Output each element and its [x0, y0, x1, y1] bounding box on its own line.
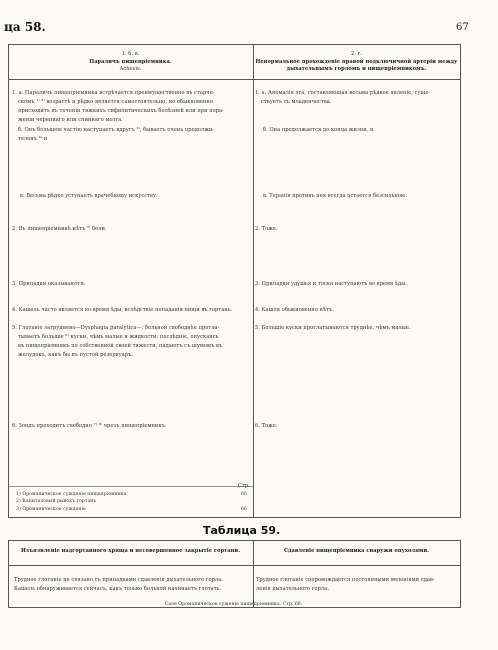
text-line: скомъ ¹⁾ ²⁾ возрастѣ и рѣдко является самостоятельно, но обыкновенно [18, 99, 213, 105]
table-58-footnote-divider [8, 486, 254, 487]
table-59-col1-line-1: Трудное глотаніе не связано съ припадками сдавленія дыхательного горла. [14, 577, 223, 583]
footnote-3: 3) Ороманическое сужденіе [16, 507, 86, 512]
footnote-1-page: 66 [241, 492, 247, 497]
table-59-title: Таблица 59. [203, 524, 281, 537]
right-block-5: 5. Большіе куски проглатываются труднѣе, чѣмъ малые. [255, 325, 411, 331]
table-59-footnote: Сале Ороманическое суженіе пищепріемника. Стр. 66. [164, 602, 303, 607]
text-line: желудокъ, какъ бы въ пустой резервуаръ. [18, 352, 133, 358]
footnote-marker: Стр. [238, 483, 250, 489]
right-block-2: 2. Тоже. [255, 226, 278, 232]
footnote-2: 2) Капиталовый рывокъ гортанъ [16, 499, 97, 504]
text-line: присходитъ въ теченіи тяжкихъ сифилитическихъ болѣзней или при пора- [18, 108, 224, 114]
text-line: ствуетъ съ младенчества. [261, 99, 332, 105]
table-59-col1-line-2: Кашель обнаруживается сейчасъ, какъ только больной начинаетъ глотать. [14, 586, 222, 592]
footnote-1: 1) Ороманическое сужденіе пищепріемника [16, 492, 127, 497]
text-line: теленъ ⁴⁾ и [18, 136, 48, 142]
right-block-6: 6. Тоже. [255, 423, 278, 429]
table-59-col2-header: Сдавленіе пищепріемника снаружи опухолями. [283, 548, 430, 554]
table-59-col1-header: Изъязвленіе надгортанного хряща и несовершенное закрытіе гортани. [20, 548, 241, 554]
left-block-4: 4. Кашель часто является во время ѣды, вслѣдствіе попаданія пищи въ гортань. [12, 307, 233, 313]
text-line: 1. а. Параличъ пищепріемника встрѣчается преимущественно въ старче- [12, 90, 215, 96]
right-block-1b: б. Она продолжается до конца жизни, и [263, 127, 374, 133]
col1-number: 1. б. в. [121, 51, 140, 57]
table-58-column-divider [253, 44, 254, 517]
left-block-6: 6. Зондъ проходитъ свободно ⁷⁾ ⁸⁾ чрезъ пищепріемникъ. [12, 423, 167, 429]
table-59-col2-line-2: ленія дыхательного горла. [256, 586, 330, 592]
text-line: тываетъ большіе ⁶⁾ куски, чѣмъ малые и жидкости; послѣдніе, опускаясь [18, 334, 219, 340]
right-block-3: 3. Припадки удушья и тоска наступаютъ во время ѣды. [255, 281, 407, 287]
col2-number: 2. г. [350, 51, 363, 57]
footnote-3-page: 66 [241, 507, 247, 512]
right-block-1c: в. Терапія противъ нея всегда остается безсильною. [263, 193, 408, 199]
col1-subtitle: Achesis. [119, 66, 142, 72]
left-block-2: 2. Въ пищепріемникѣ нѣтъ ⁵⁾ боли. [12, 226, 107, 232]
text-line: въ пищепріемникъ по собственной своей тяжести, падаютъ съ шумомъ въ [18, 343, 223, 349]
text-line: 1. а. Аномалія эта, составляющая весьма рѣдкое явленіе, суще- [255, 90, 431, 96]
left-block-1c: в. Весьма рѣдко уступаетъ врачебному искусству. [20, 193, 158, 199]
text-line: 5. Глотаніе затруднено—Dysphagia paralytica—; больной свободнѣе прогла- [12, 325, 220, 331]
text-line: б. Онъ большею частію наступаетъ вдругъ ³⁾, бываетъ очень продолжи- [18, 127, 215, 133]
col2-title-line-2: дыхательнымъ горломъ и пищепріемникомъ. [286, 66, 427, 72]
col1-title: Параличъ пищепріемника. [89, 59, 172, 65]
table-58-header-divider [8, 79, 460, 80]
col2-title-line-1: Ненормальное прохожденіе правой подключичной артеріи между [255, 59, 458, 65]
text-line: женіи черепнаго или спиннаго мозга. [18, 117, 123, 123]
page-number: 67 [456, 22, 469, 33]
right-block-4: 4. Кашля обыкновенно нѣтъ. [255, 307, 334, 313]
page-header-left: ца 58. [4, 20, 46, 34]
table-59-header-divider [8, 565, 460, 566]
table-59-col2-line-1: Трудное глотаніе сопровождается постоянными явленіями сдав- [256, 577, 435, 583]
left-block-3: 3. Припадки оказываются. [12, 281, 86, 287]
